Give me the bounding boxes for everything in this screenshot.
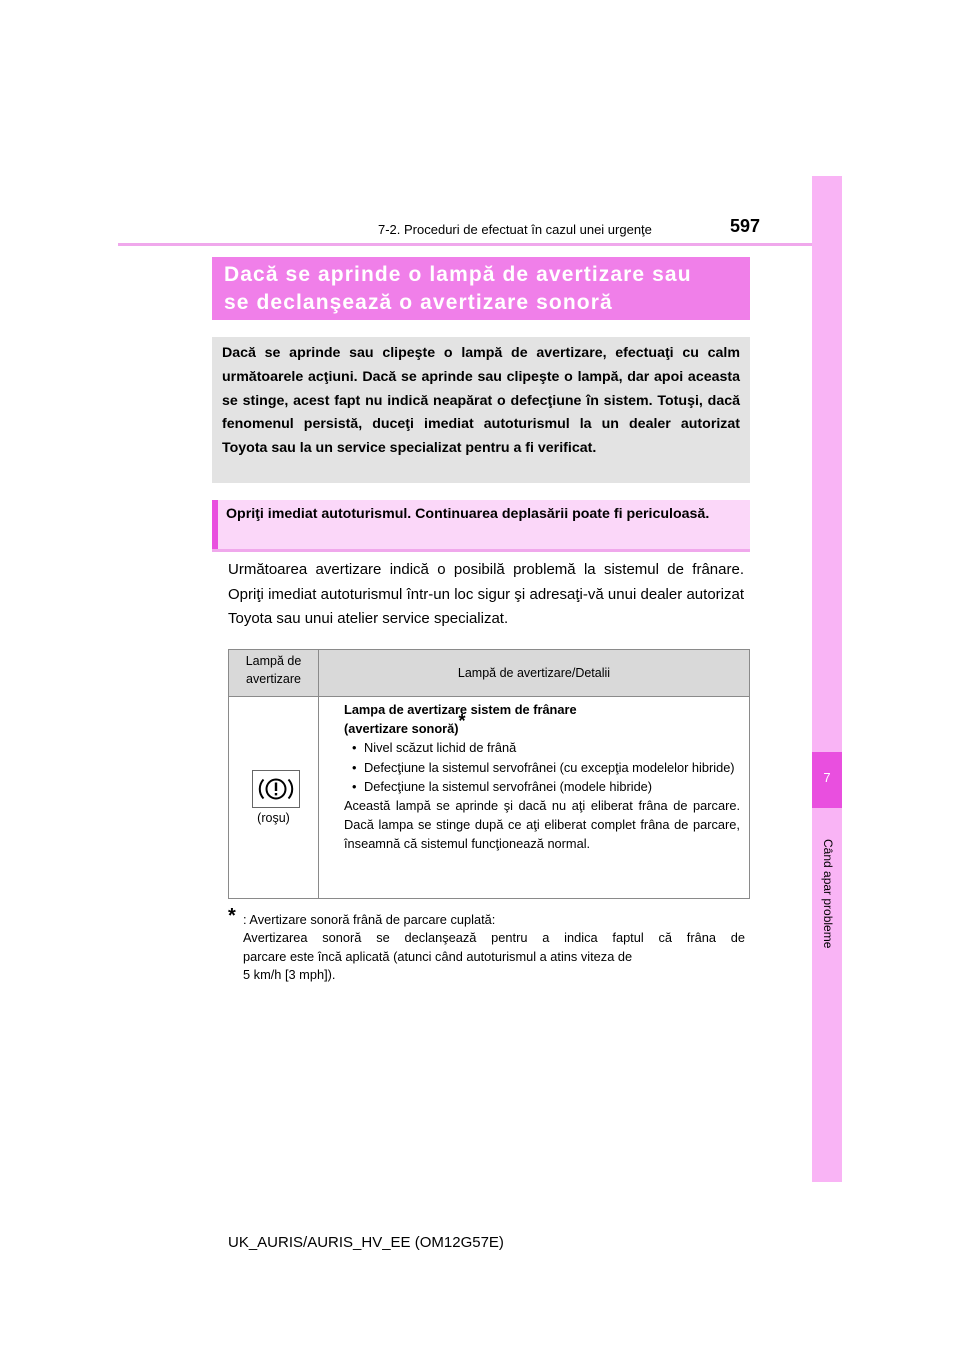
intro-box	[212, 337, 750, 483]
brake-warning-icon	[252, 770, 300, 808]
page-number: 597	[730, 216, 761, 236]
footnote-marker: *	[458, 711, 466, 732]
intro-text: Dacă se aprinde sau clipeşte o lampă de avertizare, efectuaţi cu calm următoarele acţiuni. Dacă se aprinde sau clipeşte o lampă, dar apoi aceasta se stinge, acest fapt nu indică neapărat o defecţiune în sistem. Totuşi, dacă fenomenul persistă, duceţi imediat autoturismul la un dealer autorizat Toyota sau la un service specializat pentru a fi verificat.	[222, 345, 740, 457]
page-title-line2: se declanşează o avertizare sonoră	[224, 291, 613, 314]
table-column-divider	[318, 650, 319, 898]
body-paragraph: Următoarea avertizare indică o posibilă problemă la sistemul de frânare. Opriţi imediat autoturismul într-un loc sigur şi adresaţi-vă unui dealer autorizat Toyota sau unui atelier service specializat.	[228, 561, 744, 627]
warning-box	[212, 500, 750, 549]
page-title	[212, 257, 750, 320]
header-rule	[118, 243, 812, 246]
lamp-note: Această lampă se aprinde şi dacă nu aţi eliberat frâna de parcare. Dacă lampa se stinge după ce aţi eliberat complet frâna de parcare, înseamnă că sistemul funcţionează normal.	[344, 798, 740, 852]
footnote-line2: Avertizarea sonoră se declanşează pentru a indica faptul că frâna de	[243, 930, 745, 946]
warning-bar	[212, 500, 218, 549]
table-row-details	[344, 700, 740, 854]
warning-text: Opriţi imediat autoturismul. Continuarea deplasării poate fi periculoasă.	[226, 506, 710, 522]
lamp-title-line2: (avertizare sonoră)	[344, 721, 459, 737]
footnote-star: *	[228, 905, 236, 927]
table-header-divider	[229, 696, 749, 697]
section-header: 7-2. Proceduri de efectuat în cazul unei urgenţe	[378, 222, 652, 237]
warning-underline	[212, 549, 750, 552]
icon-caption: (roşu)	[257, 811, 290, 825]
footnote-line1: : Avertizare sonoră frână de parcare cuplată:	[243, 912, 496, 927]
chapter-number: 7	[823, 770, 831, 785]
lamp-title-line2-wrap	[344, 711, 740, 738]
chapter-label: Când apar probleme	[821, 839, 835, 949]
list-item: • Defecţiune la sistemul servofrânei (cu excepţia modelelor hibride)	[344, 758, 740, 777]
chapter-side-tab	[812, 176, 842, 1182]
footnote	[243, 911, 745, 985]
document-footer: UK_AURIS/AURIS_HV_EE (OM12G57E)	[228, 1234, 504, 1251]
footnote-line3: parcare este încă aplicată (atunci când autoturismul a atins viteza de	[243, 948, 633, 964]
list-item: • Nivel scăzut lichid de frână	[344, 738, 740, 757]
table-header-lamp: Lampă de avertizare	[245, 654, 302, 686]
table-header-details: Lampă de avertizare/Detalii	[457, 666, 611, 680]
lamp-title-line1: Lampa de avertizare sistem de frânare	[344, 702, 577, 717]
page-title-line1: Dacă se aprinde o lampă de avertizare sau	[224, 263, 692, 286]
list-item: • Defecţiune la sistemul servofrânei (modele hibride)	[344, 777, 740, 796]
footnote-line4: 5 km/h [3 mph]).	[243, 967, 336, 983]
